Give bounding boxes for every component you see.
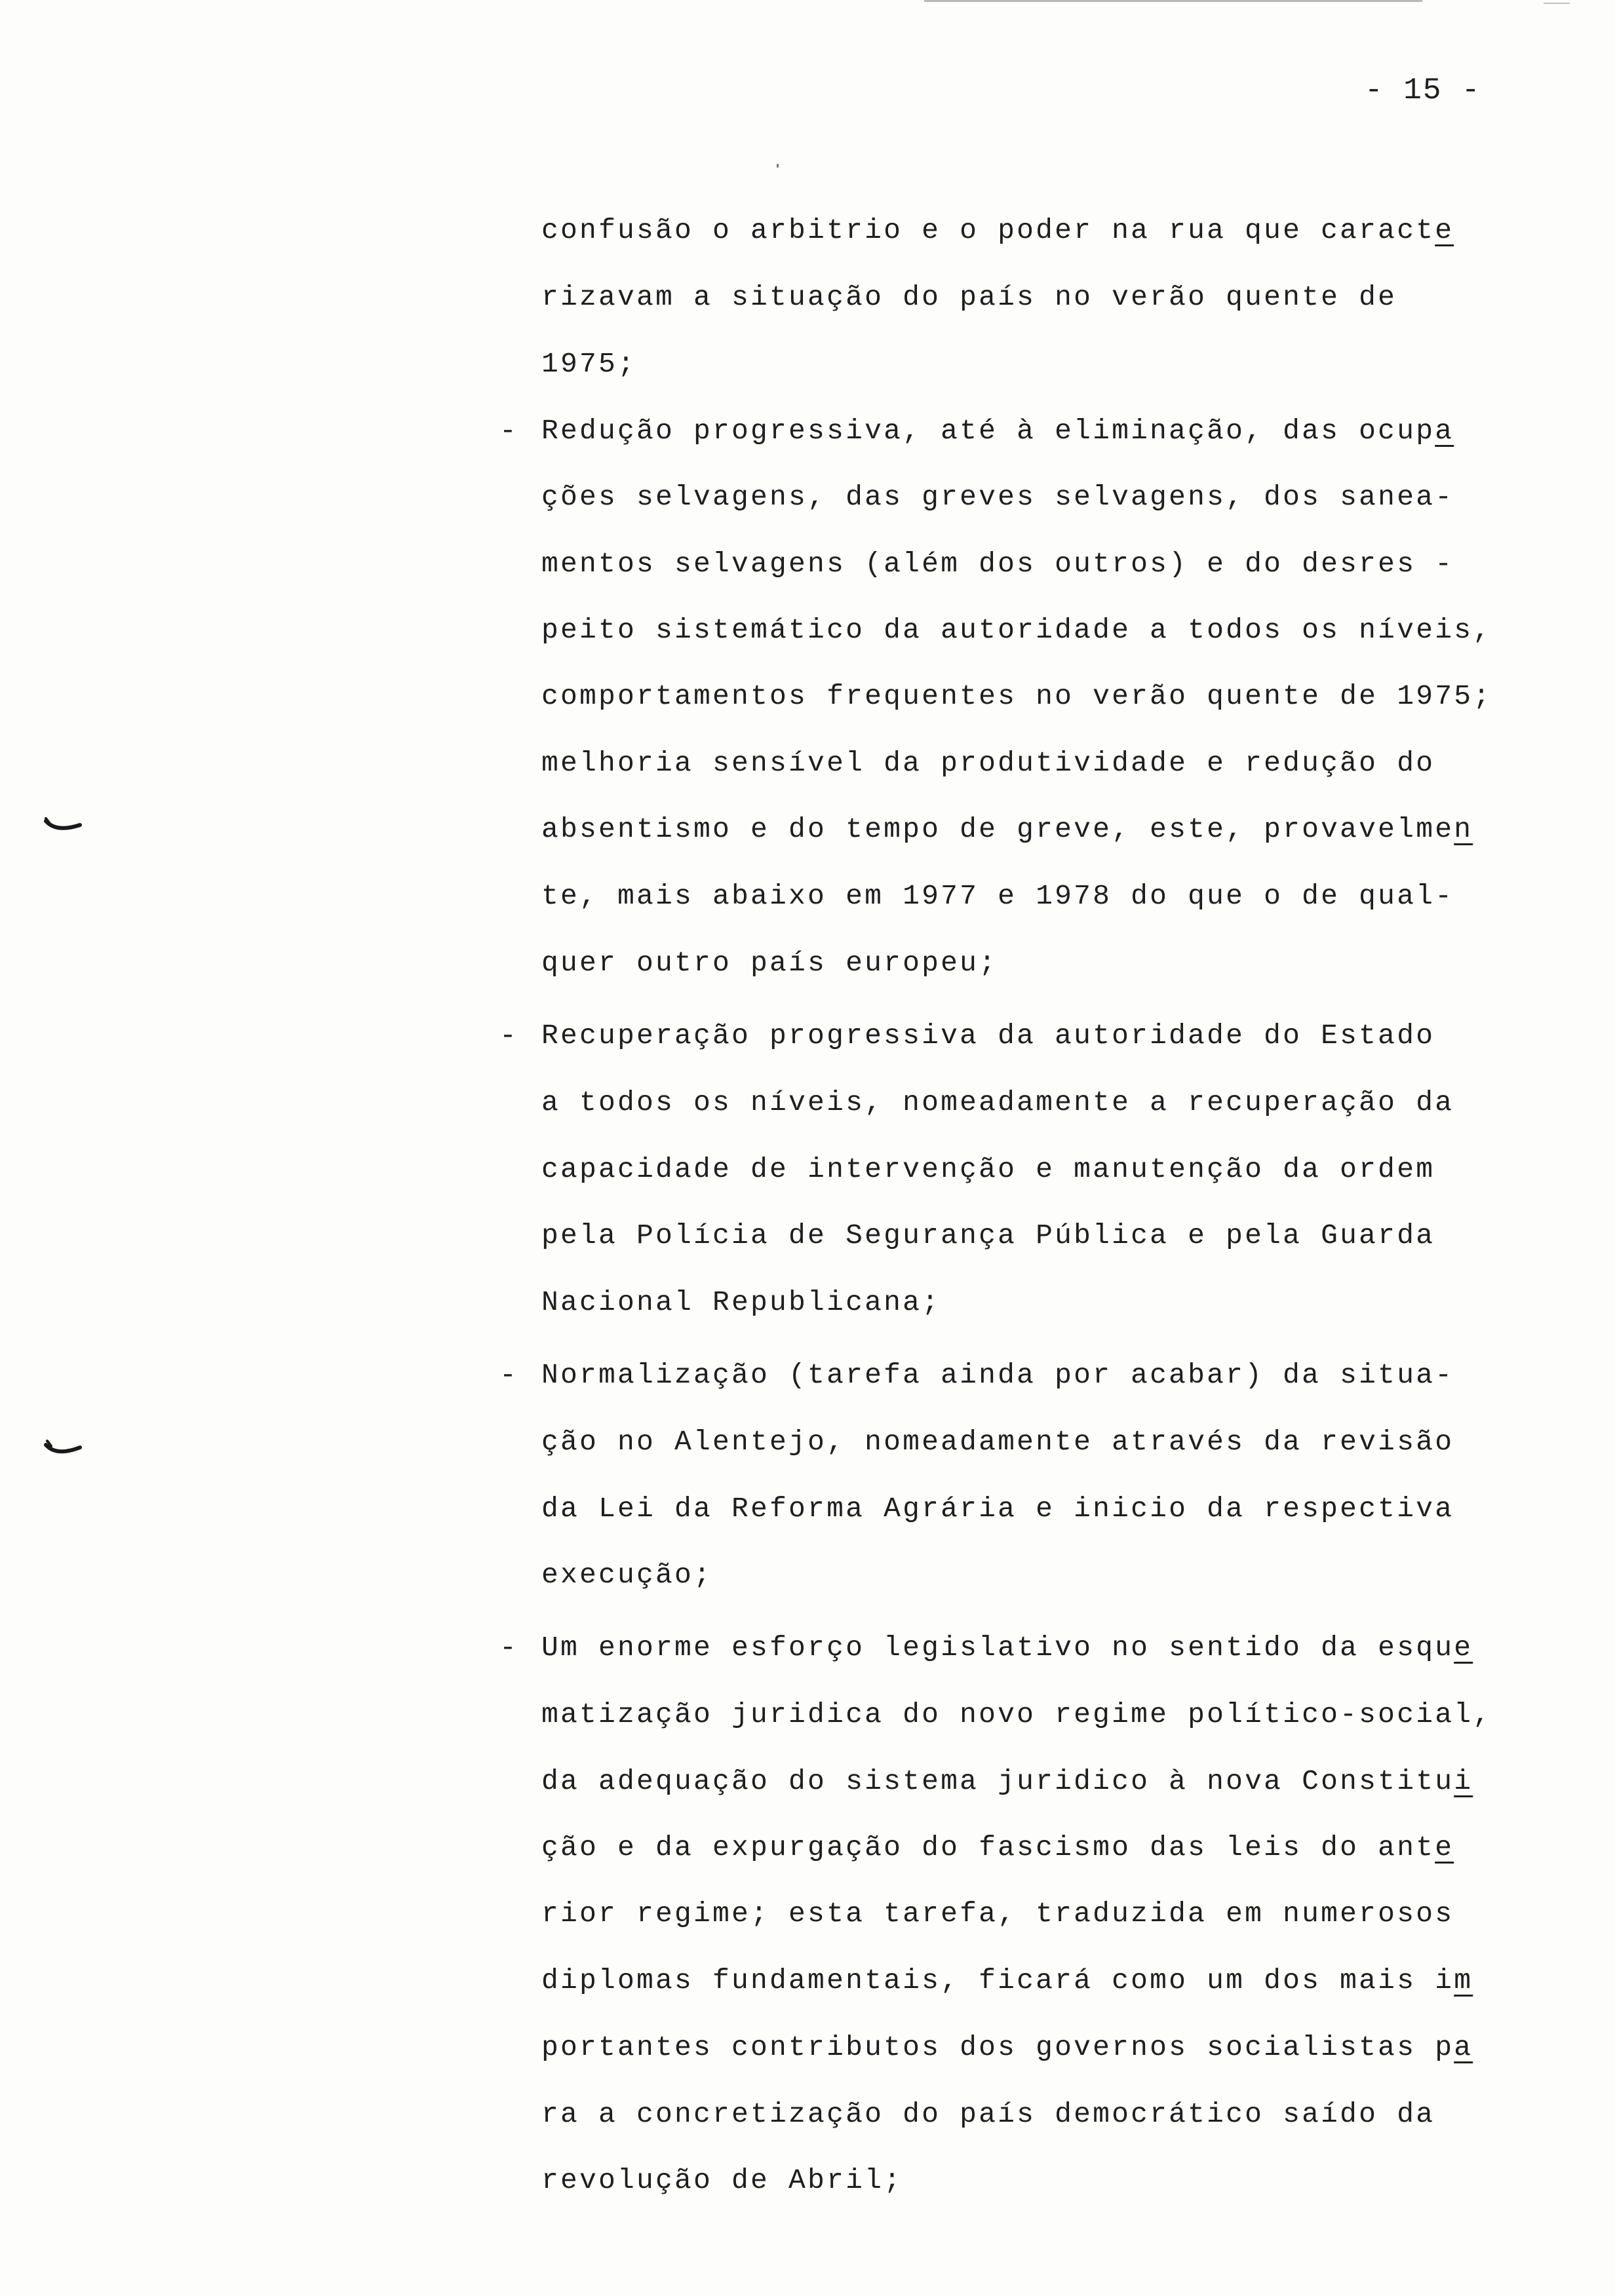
text-line: quer outro país europeu; xyxy=(541,947,998,979)
list-bullet-dash: - xyxy=(499,1020,516,1052)
text-line: Recuperação progressiva da autoridade do Estado xyxy=(541,1020,1435,1052)
list-bullet-dash: - xyxy=(499,1359,516,1391)
text-line: 1975; xyxy=(541,348,637,380)
page-number: - 15 - xyxy=(1365,73,1481,107)
text-line: ções selvagens, das greves selvagens, dos sanea- xyxy=(541,481,1454,513)
text-line: rior regime; esta tarefa, traduzida em numerosos xyxy=(541,1898,1454,1930)
text-line: comportamentos frequentes no verão quente de 1975; xyxy=(541,680,1492,712)
text-line: peito sistemático da autoridade a todos os níveis, xyxy=(541,614,1492,646)
text-line: revolução de Abril; xyxy=(541,2164,903,2196)
text-line: mentos selvagens (além dos outros) e do desres - xyxy=(541,548,1454,580)
list-bullet-dash: - xyxy=(499,1632,516,1664)
text-line: melhoria sensível da produtividade e redução do xyxy=(541,747,1435,779)
text-line: Nacional Republicana; xyxy=(541,1286,941,1318)
text-line: Redução progressiva, até à eliminação, das ocupa xyxy=(541,415,1454,447)
text-line: matização juridica do novo regime político-social, xyxy=(541,1698,1492,1731)
text-line: da Lei da Reforma Agrária e inicio da respectiva xyxy=(541,1493,1454,1525)
scan-top-mark xyxy=(1544,3,1570,4)
text-line: ra a concretização do país democrático saído da xyxy=(541,2098,1435,2130)
text-line: da adequação do sistema juridico à nova Constitui xyxy=(541,1765,1473,1797)
text-line: a todos os níveis, nomeadamente a recuperação da xyxy=(541,1086,1454,1119)
text-line: capacidade de intervenção e manutenção da ordem xyxy=(541,1153,1435,1185)
text-line: absentismo e do tempo de greve, este, provavelmen xyxy=(541,813,1473,845)
text-line: Normalização (tarefa ainda por acabar) da situa- xyxy=(541,1359,1454,1391)
punch-hole-mark-icon xyxy=(43,816,83,835)
text-line: Um enorme esforço legislativo no sentido da esque xyxy=(541,1632,1473,1664)
scan-speck xyxy=(777,164,779,168)
text-line: diplomas fundamentais, ficará como um dos mais im xyxy=(541,1964,1473,1997)
scan-top-rule xyxy=(924,0,1422,2)
punch-hole-mark-icon xyxy=(43,1438,83,1458)
text-line: rizavam a situação do país no verão quente de xyxy=(541,281,1397,313)
text-line: te, mais abaixo em 1977 e 1978 do que o de qual- xyxy=(541,880,1454,912)
text-line: confusão o arbitrio e o poder na rua que caracte xyxy=(541,214,1454,246)
text-line: ção e da expurgação do fascismo das leis do ante xyxy=(541,1831,1454,1864)
text-line: execução; xyxy=(541,1559,713,1591)
text-line: ção no Alentejo, nomeadamente através da revisão xyxy=(541,1426,1454,1458)
list-bullet-dash: - xyxy=(499,415,516,447)
text-line: pela Polícia de Segurança Pública e pela Guarda xyxy=(541,1219,1435,1252)
text-line: portantes contributos dos governos socialistas pa xyxy=(541,2031,1473,2063)
